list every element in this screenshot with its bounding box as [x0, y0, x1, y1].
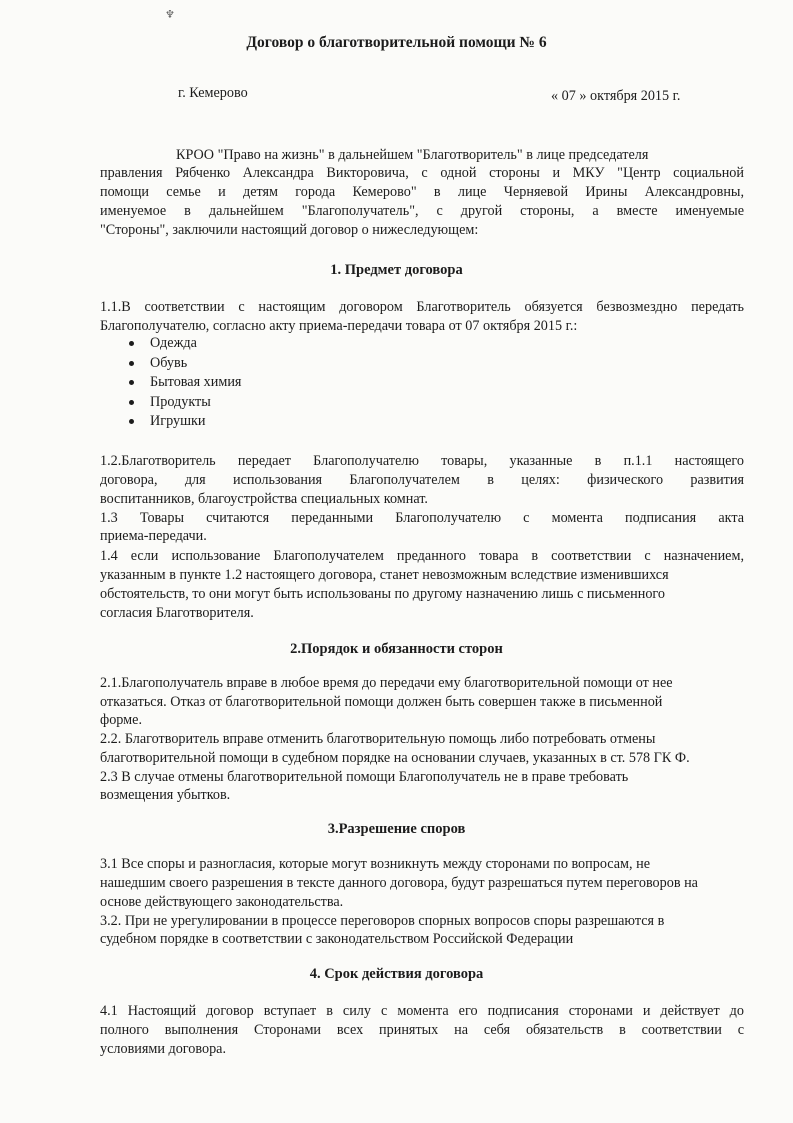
clause-1-1-line: Благополучателю, согласно акту приема-передачи товара от 07 октября 2015 г.:	[100, 318, 578, 334]
list-item: Продукты	[126, 393, 241, 413]
list-item: Бытовая химия	[126, 373, 241, 393]
clause-4-1-line: условиями договора.	[100, 1041, 227, 1057]
intro-line: именуемое в дальнейшем "Благополучатель", с другой стороны, а вместе именуемые	[100, 203, 744, 219]
clause-1-3-line: приема-передачи.	[100, 528, 207, 544]
clause-2-2-line: благотворительной помощи в судебном порядке на основании случаев, указанных в ст. 578 ГК Ф.	[100, 750, 690, 766]
clause-3-2-line: 3.2. При не урегулировании в процессе переговоров спорных вопросов споры разрешаются в	[100, 913, 665, 929]
clause-3-1-line: основе действующего законодательства.	[100, 894, 344, 910]
intro-line: КРОО "Право на жизнь" в дальнейшем "Благотворитель" в лице председателя	[176, 147, 649, 163]
intro-line: "Стороны", заключили настоящий договор о нижеследующем:	[100, 222, 479, 238]
clause-3-1-line: нашедшим своего разрешения в тексте данного договора, будут разрешаться путем переговоров на	[100, 875, 698, 891]
intro-line: правления Рябченко Александра Викторовича, с одной стороны и МКУ "Центр социальной	[100, 165, 744, 181]
list-item: Одежда	[126, 334, 241, 354]
document-title: Договор о благотворительной помощи № 6	[246, 34, 547, 51]
clause-2-1-line: форме.	[100, 712, 142, 728]
clause-1-2-line: воспитанников, благоустройства специальных комнат.	[100, 491, 428, 507]
clause-1-4-line: согласия Благотворителя.	[100, 605, 254, 621]
clause-1-4-line: обстоятельств, то они могут быть использованы по другому назначению лишь с письменного	[100, 586, 665, 602]
list-item: Игрушки	[126, 412, 241, 432]
clause-1-2-line: договора, для использования Благополучателем в целях: физического развития	[100, 472, 744, 488]
scan-mark: ♆	[165, 9, 175, 21]
list-item: Обувь	[126, 354, 241, 374]
clause-4-1-line: 4.1 Настоящий договор вступает в силу с момента его подписания сторонами и действует до	[100, 1003, 744, 1019]
clause-2-3-line: 2.3 В случае отмены благотворительной помощи Благополучатель не в праве требовать	[100, 769, 629, 785]
clause-1-1-line: 1.1.В соответствии с настоящим договором Благотворитель обязуется безвозмездно передать	[100, 299, 744, 315]
clause-2-1-line: отказаться. Отказ от благотворительной помощи должен быть совершен также в письменной	[100, 694, 663, 710]
clause-2-3-line: возмещения убытков.	[100, 787, 231, 803]
section-1-heading: 1. Предмет договора	[330, 262, 463, 278]
clause-1-3-line: 1.3 Товары считаются переданными Благополучателю с момента подписания акта	[100, 510, 744, 526]
section-4-heading: 4. Срок действия договора	[309, 966, 484, 982]
section-2-heading: 2.Порядок и обязанности сторон	[290, 641, 503, 657]
clause-1-4-line: 1.4 если использование Благополучателем преданного товара в соответствии с назначением,	[100, 548, 744, 564]
contract-date: « 07 » октября 2015 г.	[551, 88, 681, 104]
clause-3-2-line: судебном порядке в соответствии с законодательством Российской Федерации	[100, 931, 574, 947]
clause-1-2-line: 1.2.Благотворитель передает Благополучателю товары, указанные в п.1.1 настоящего	[100, 453, 744, 469]
clause-1-4-line: указанным в пункте 1.2 настоящего договора, станет невозможным вследствие изменившихся	[100, 567, 669, 583]
clause-4-1-line: полного выполнения Сторонами всех принятых на себя обязательств в соответствии с	[100, 1022, 744, 1038]
clause-2-1-line: 2.1.Благополучатель вправе в любое время до передачи ему благотворительной помощи от нее	[100, 675, 673, 691]
clause-2-2-line: 2.2. Благотворитель вправе отменить благотворительную помощь либо потребовать отмены	[100, 731, 656, 747]
city: г. Кемерово	[178, 85, 248, 101]
section-3-heading: 3.Разрешение споров	[327, 821, 466, 837]
clause-3-1-line: 3.1 Все споры и разногласия, которые могут возникнуть между сторонами по вопросам, не	[100, 856, 651, 872]
intro-line: помощи семье и детям города Кемерово" в лице Черняевой Ирины Александровны,	[100, 184, 744, 200]
goods-list	[126, 334, 241, 432]
